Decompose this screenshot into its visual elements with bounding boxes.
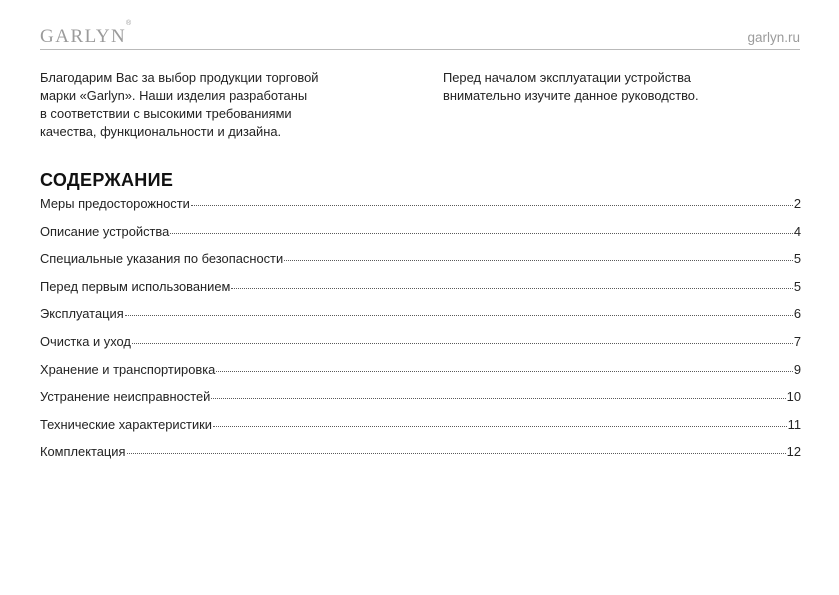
toc-dot-leader [231,288,792,289]
toc-entry-label: Устранение неисправностей [40,389,211,405]
toc-page-number: 2 [793,196,801,211]
toc-entry-label: Технические характеристики [40,416,213,432]
toc-dot-leader [191,205,793,206]
toc-entry-label: Специальные указания по безопасности [40,251,284,267]
toc-entry[interactable] [40,444,801,472]
toc-entry[interactable] [40,389,801,417]
toc-page-number: 10 [786,389,801,405]
toc-dot-leader [213,426,787,427]
toc-entry-label: Описание устройства [40,223,170,239]
toc-entry[interactable] [40,362,801,390]
intro-line: Перед началом эксплуатации устройства [443,70,691,85]
contents-title: СОДЕРЖАНИЕ [40,170,174,190]
toc-page-number: 5 [793,251,801,267]
website-link[interactable]: garlyn.ru [747,30,800,45]
toc-dot-leader [211,398,785,399]
intro-line: качества, функциональности и дизайна. [40,124,282,139]
toc-dot-leader [125,315,793,316]
intro-thanks-paragraph [40,69,400,141]
toc-entry[interactable] [40,224,801,252]
toc-entry-label: Эксплуатация [40,306,124,322]
toc-page-number: 6 [793,306,801,322]
toc-dot-leader [127,453,786,454]
intro-line: Благодарим Вас за выбор продукции торговой [40,70,319,85]
intro-line: внимательно изучите данное руководство. [443,88,699,103]
page-header [40,20,800,50]
toc-entry-label: Хранение и транспортировка [40,361,216,377]
toc-page-number: 11 [787,416,801,432]
toc-entry[interactable] [40,334,801,362]
toc-page-number: 9 [793,361,801,377]
toc-page-number: 5 [793,278,801,294]
toc-dot-leader [284,260,793,261]
brand-logo: GARLYN [40,26,127,47]
toc-entry[interactable] [40,417,801,445]
toc-entry[interactable] [40,306,801,334]
toc-entry-label: Меры предосторожности [40,196,190,211]
intro-line: в соответствии с высокими требованиями [40,106,292,121]
toc-dot-leader [170,233,793,234]
toc-dot-leader [216,371,793,372]
toc-dot-leader [132,343,793,344]
intro-line: марки «Garlyn». Наши изделия разработаны [40,88,308,103]
toc-entry-label: Перед первым использованием [40,278,231,294]
toc-entry[interactable] [40,196,801,224]
toc-entry-label: Комплектация [40,444,126,460]
toc-page-number: 4 [793,223,801,239]
table-of-contents [40,196,801,472]
toc-page-number: 12 [786,444,801,460]
toc-entry[interactable] [40,279,801,307]
toc-entry-label: Очистка и уход [40,333,131,349]
intro-instructions-paragraph [443,69,803,105]
toc-entry[interactable] [40,251,801,279]
toc-page-number: 7 [793,333,801,349]
registered-mark: ® [126,20,132,27]
